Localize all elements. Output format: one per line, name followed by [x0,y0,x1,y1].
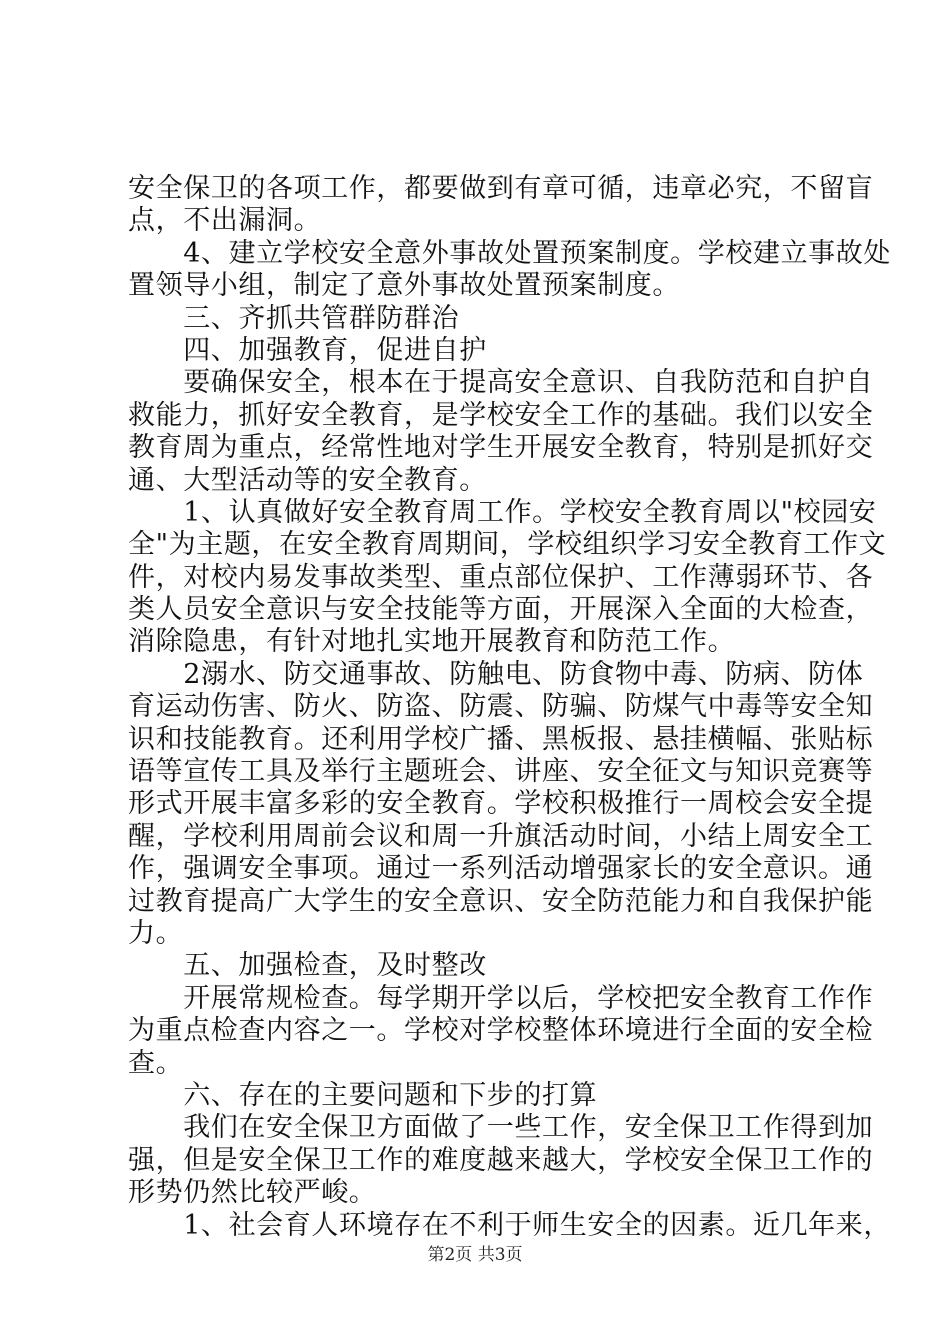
text-line: 件，对校内易发事故类型、重点部位保护、工作薄弱环节、各 [128,561,874,593]
text-line: 类人员安全意识与安全技能等方面，开展深入全面的大检查， [128,594,874,626]
text-line: 通、大型活动等的安全教育。 [128,464,487,496]
text-line: 育运动伤害、防火、防盗、防震、防骗、防煤气中毒等安全知 [128,691,874,723]
text-line: 置领导小组，制定了意外事故处置预案制度。 [128,270,680,302]
text-line: 为重点检查内容之一。学校对学校整体环境进行全面的安全检 [128,1015,874,1047]
document-body [128,173,891,1242]
text-line: 形式开展丰富多彩的安全教育。学校积极推行一周校会安全提 [128,788,874,820]
text-line: 醒，学校利用周前会议和周一升旗活动时间，小结上周安全工 [128,820,874,852]
text-line: 教育周为重点，经常性地对学生开展安全教育，特别是抓好交 [128,432,874,464]
text-line: 4、建立学校安全意外事故处置预案制度。学校建立事故处 [128,237,891,269]
text-line: 四、加强教育，促进自护 [128,334,487,366]
text-line: 语等宣传工具及举行主题班会、讲座、安全征文与知识竞赛等 [128,756,874,788]
text-line: 全"为主题，在安全教育周期间，学校组织学习安全教育工作文 [128,529,887,561]
text-line: 消除隐患，有针对地扎实地开展教育和防范工作。 [128,626,736,658]
text-line: 力。 [128,917,184,949]
text-line: 三、齐抓共管群防群治 [128,302,460,334]
text-line: 点，不出漏洞。 [128,205,322,237]
text-line: 形势仍然比较严峻。 [128,1177,377,1209]
text-line: 1、社会育人环境存在不利于师生安全的因素。近几年来， [128,1209,891,1241]
text-line: 强，但是安全保卫工作的难度越来越大，学校安全保卫工作的 [128,1144,874,1176]
text-line: 2溺水、防交通事故、防触电、防食物中毒、防病、防体 [128,658,864,690]
text-line: 救能力，抓好安全教育，是学校安全工作的基础。我们以安全 [128,399,874,431]
text-line: 六、存在的主要问题和下步的打算 [128,1079,598,1111]
page-footer: 第2页 共3页 [427,1245,523,1265]
text-line: 识和技能教育。还利用学校广播、黑板报、悬挂横幅、张贴标 [128,723,874,755]
text-line: 1、认真做好安全教育周工作。学校安全教育周以"校园安 [128,496,877,528]
text-line: 五、加强检查，及时整改 [128,950,487,982]
text-line: 安全保卫的各项工作，都要做到有章可循，违章必究，不留盲 [128,173,874,204]
text-line: 过教育提高广大学生的安全意识、安全防范能力和自我保护能 [128,885,874,917]
text-line: 查。 [128,1047,184,1079]
text-line: 我们在安全保卫方面做了一些工作，安全保卫工作得到加 [128,1112,874,1144]
text-line: 要确保安全，根本在于提高安全意识、自我防范和自护自 [128,367,874,399]
text-line: 作，强调安全事项。通过一系列活动增强家长的安全意识。通 [128,853,874,885]
text-line: 开展常规检查。每学期开学以后，学校把安全教育工作作 [128,982,874,1014]
